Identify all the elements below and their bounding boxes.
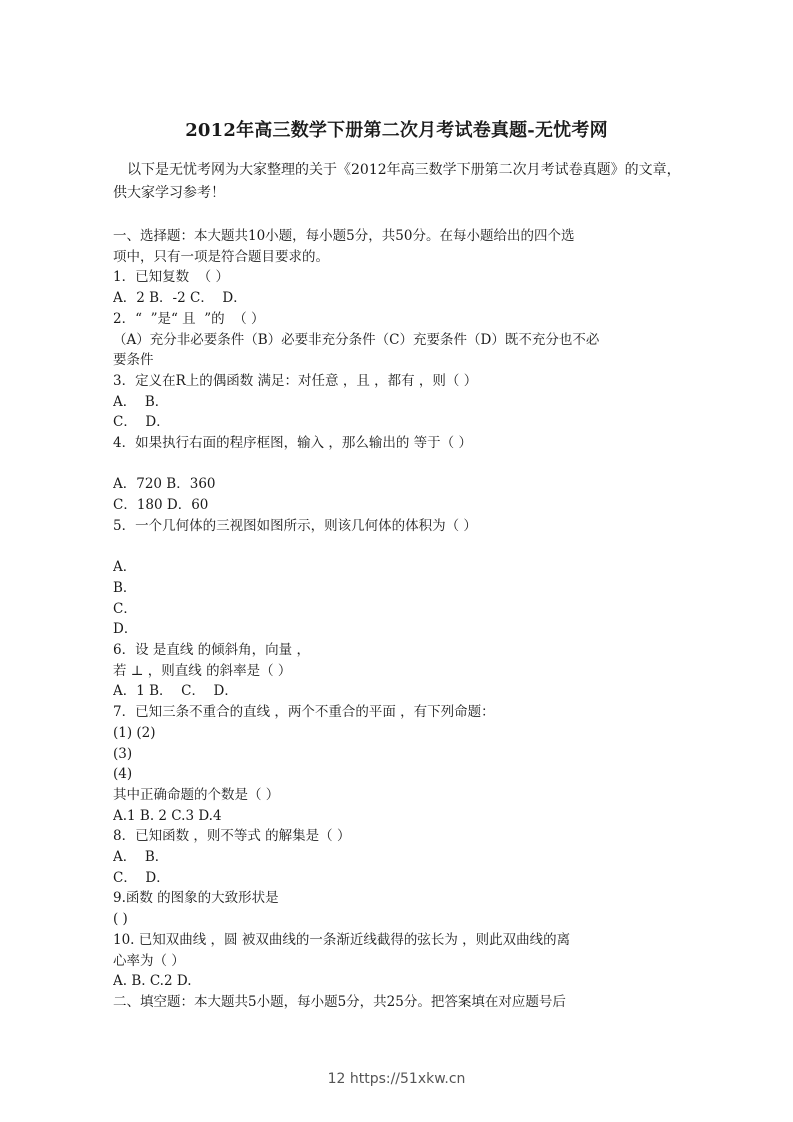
text-line: C． D． <box>113 869 170 886</box>
text-line: 其中正确命题的个数是（ ） <box>113 786 280 803</box>
text-line: 5．一个几何体的三视图如图所示，则该几何体的体积为（ ） <box>113 517 477 534</box>
text-line: 2．“ ”是“ 且 ”的 （ ） <box>113 310 265 327</box>
intro-paragraph: 以下是无忧考网为大家整理的关于《2012年高三数学下册第二次月考试卷真题》的文章，供大家学习参考！ <box>113 162 681 201</box>
page-title: 2012年高三数学下册第二次月考试卷真题-无忧考网 <box>185 120 608 141</box>
text-line: A．1 B． C． D． <box>113 683 238 700</box>
text-line: B． <box>113 579 137 596</box>
text-line: 4．如果执行右面的程序框图，输入 ，那么输出的 等于（ ） <box>113 435 472 452</box>
text-line: A． B． <box>113 849 169 866</box>
text-line: 3．定义在R上的偶函数 满足：对任意 ，且 ，都有 ，则（ ） <box>113 372 478 389</box>
page-footer <box>0 1071 793 1087</box>
exam-body <box>113 226 685 1013</box>
text-line: A． B． <box>113 393 169 410</box>
text-line <box>113 537 685 558</box>
text-line <box>113 454 685 475</box>
text-line: C． D． <box>113 414 170 431</box>
text-line: 若 ⊥ ，则直线 的斜率是（ ） <box>113 662 292 679</box>
text-line: A． <box>113 559 137 576</box>
text-line: 二、填空题：本大题共5小题，每小题5分，共25分。把答案填在对应题号后 <box>113 993 566 1010</box>
text-line: 要条件 <box>113 352 154 369</box>
text-line: ( ) <box>113 911 128 928</box>
page-number: 12 <box>327 1071 346 1087</box>
text-line: A．2 B．-2 C． D． <box>113 290 247 307</box>
text-line: 9.函数 的图象的大致形状是 <box>113 890 279 907</box>
text-line: 10. 已知双曲线 ，圆 被双曲线的一条渐近线截得的弦长为 ，则此双曲线的离 <box>113 931 571 948</box>
text-line: （A）充分非必要条件（B）必要非充分条件（C）充要条件（D）既不充分也不必 <box>113 331 600 348</box>
text-line: 8．已知函数 ，则不等式 的解集是（ ） <box>113 828 351 845</box>
text-line: 7．已知三条不重合的直线 ，两个不重合的平面 ，有下列命题： <box>113 704 495 721</box>
footer-url: https://51xkw.cn <box>349 1071 466 1087</box>
text-line: C． <box>113 600 137 617</box>
text-line: A. B. C.2 D. <box>113 973 192 990</box>
text-line: (1) (2) <box>113 724 156 741</box>
text-line: (4) <box>113 766 133 783</box>
text-line: 项中，只有一项是符合题目要求的。 <box>113 248 329 265</box>
text-line: (3) <box>113 745 133 762</box>
text-line: 心率为（ ） <box>113 952 185 969</box>
text-line: D． <box>113 621 138 638</box>
text-line: C．180 D．60 <box>113 497 209 514</box>
text-line: 1．已知复数 （ ） <box>113 269 229 286</box>
text-line: A．720 B．360 <box>113 476 216 493</box>
text-line: 一、选择题：本大题共10小题，每小题5分，共50分。在每小题给出的四个选 <box>113 228 575 244</box>
text-line: 6．设 是直线 的倾斜角，向量 ， <box>113 642 310 659</box>
text-line: A.1 B. 2 C.3 D.4 <box>113 807 222 824</box>
